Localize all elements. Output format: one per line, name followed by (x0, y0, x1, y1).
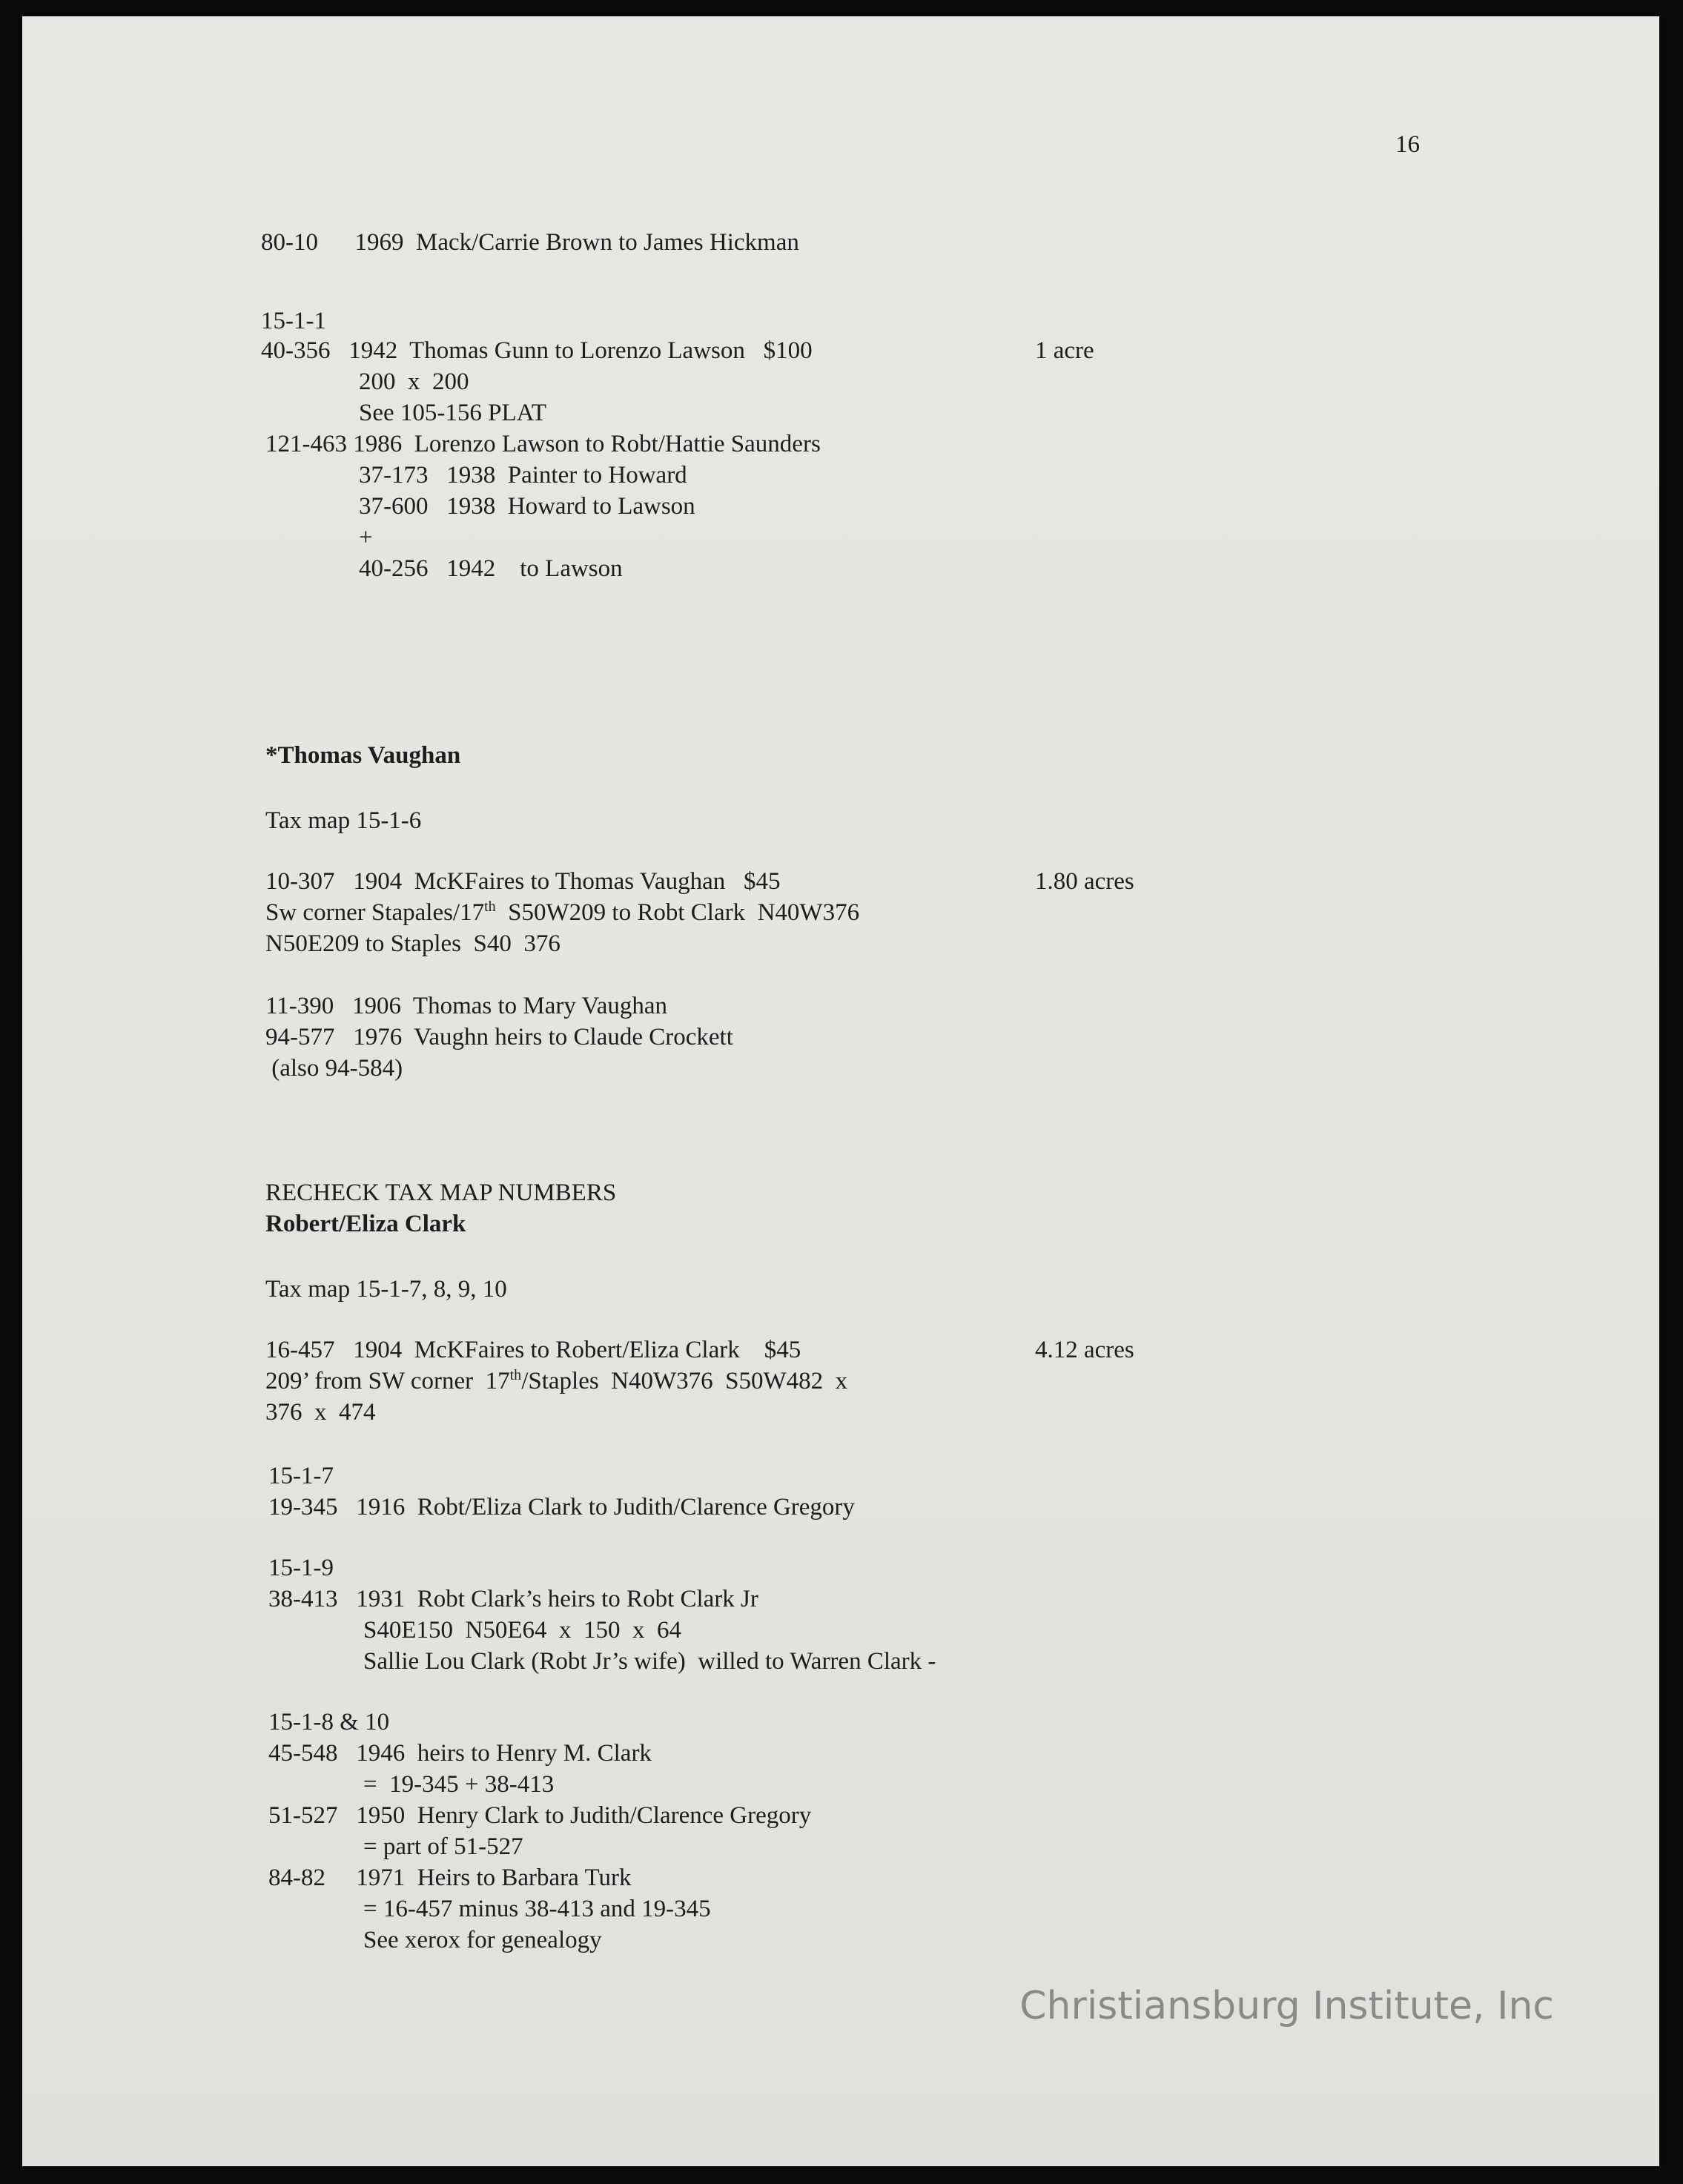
text-line: 45-548 1946 heirs to Henry M. Clark (268, 1740, 652, 1767)
text-line: RECHECK TAX MAP NUMBERS (265, 1179, 617, 1206)
text-line: 16-457 1904 McKFaires to Robert/Eliza Clark $45 (265, 1337, 801, 1363)
text-line: 37-600 1938 Howard to Lawson (359, 493, 695, 520)
page-number: 16 (1395, 131, 1420, 158)
text-line: 37-173 1938 Painter to Howard (359, 462, 687, 489)
text-segment: 209’ from SW corner 17 (265, 1368, 510, 1394)
section-heading: *Thomas Vaughan (265, 742, 461, 769)
acreage-value: 4.12 acres (1035, 1337, 1134, 1363)
text-line: 121-463 1986 Lorenzo Lawson to Robt/Hattie Saunders (265, 431, 821, 457)
text-line: (also 94-584) (265, 1055, 403, 1082)
text-line: 84-82 1971 Heirs to Barbara Turk (268, 1864, 632, 1891)
text-line: 94-577 1976 Vaughn heirs to Claude Crockett (265, 1024, 733, 1050)
text-segment: S50W209 to Robt Clark N40W376 (495, 899, 860, 926)
text-line: See xerox for genealogy (363, 1927, 602, 1953)
superscript: th (484, 899, 496, 915)
text-line: 19-345 1916 Robt/Eliza Clark to Judith/Clarence Gregory (268, 1494, 855, 1520)
text-line: 40-356 1942 Thomas Gunn to Lorenzo Lawson $100 (261, 337, 813, 364)
text-line: Tax map 15-1-6 (265, 807, 422, 834)
text-line: S40E150 N50E64 x 150 x 64 (363, 1617, 681, 1644)
text-line: = 19-345 + 38-413 (363, 1771, 555, 1798)
text-line: + (359, 524, 373, 551)
text-line: 80-10 1969 Mack/Carrie Brown to James Hickman (261, 229, 799, 256)
section-heading: Robert/Eliza Clark (265, 1211, 466, 1237)
text-line: 376 x 474 (265, 1399, 376, 1426)
text-line: 15-1-7 (268, 1463, 334, 1489)
superscript: th (509, 1367, 522, 1383)
text-line: 40-256 1942 to Lawson (359, 555, 623, 582)
text-segment: Sw corner Stapales/17 (265, 899, 485, 926)
acreage-value: 1.80 acres (1035, 868, 1134, 895)
document-page (22, 16, 1659, 2166)
text-line: Sallie Lou Clark (Robt Jr’s wife) willed to Warren Clark - (363, 1648, 936, 1675)
text-line (265, 1366, 847, 1397)
text-line: = 16-457 minus 38-413 and 19-345 (363, 1896, 711, 1922)
watermark-text: Christiansburg Institute, Inc (1019, 1984, 1554, 2028)
text-line: 15-1-8 & 10 (268, 1709, 390, 1735)
text-line (265, 897, 859, 928)
text-line: 11-390 1906 Thomas to Mary Vaughan (265, 993, 668, 1019)
text-line: 15-1-1 (261, 308, 326, 334)
text-line: 10-307 1904 McKFaires to Thomas Vaughan $45 (265, 868, 781, 895)
text-line: = part of 51-527 (363, 1833, 523, 1860)
text-segment: /Staples N40W376 S50W482 x (521, 1368, 848, 1394)
text-line: 200 x 200 (359, 368, 469, 395)
text-line: See 105-156 PLAT (359, 400, 546, 426)
acreage-value: 1 acre (1035, 337, 1094, 364)
text-line: Tax map 15-1-7, 8, 9, 10 (265, 1276, 507, 1303)
text-line: 15-1-9 (268, 1555, 334, 1581)
text-line: 38-413 1931 Robt Clark’s heirs to Robt Clark Jr (268, 1586, 758, 1612)
text-line: N50E209 to Staples S40 376 (265, 930, 561, 957)
text-line: 51-527 1950 Henry Clark to Judith/Clarence Gregory (268, 1802, 812, 1829)
